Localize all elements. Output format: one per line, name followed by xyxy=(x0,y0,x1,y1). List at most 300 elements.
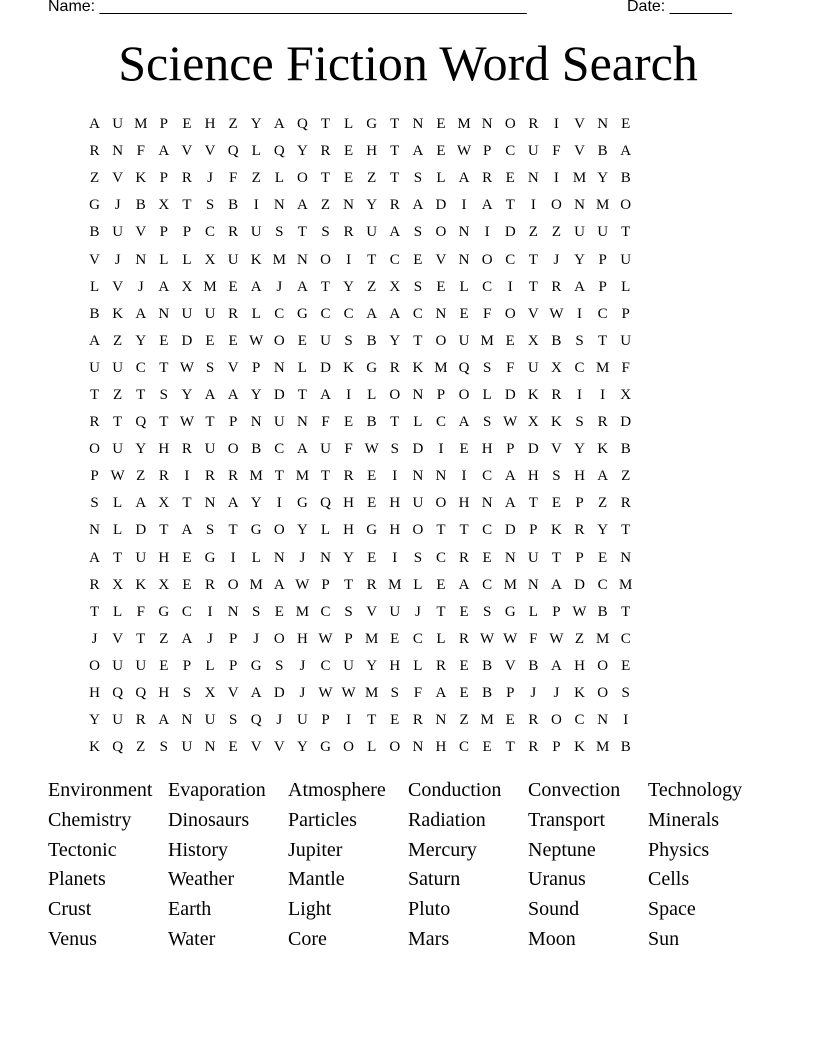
grid-row xyxy=(83,734,637,761)
grid-letter: C xyxy=(274,441,285,458)
grid-letter: S xyxy=(482,414,492,431)
grid-letter: W xyxy=(179,359,194,376)
grid-letter: Z xyxy=(113,332,123,349)
grid-letter: R xyxy=(89,576,100,593)
grid-letter: E xyxy=(205,332,215,349)
grid-letter: K xyxy=(89,739,100,756)
grid-letter: P xyxy=(159,116,168,133)
grid-letter: B xyxy=(135,197,146,214)
grid-letter: P xyxy=(506,441,515,458)
grid-letter: T xyxy=(159,414,169,431)
grid-letter: K xyxy=(135,170,147,187)
grid-letter: V xyxy=(435,251,447,268)
grid-letter: K xyxy=(135,576,147,593)
grid-letter: I xyxy=(600,386,606,403)
grid-letter: R xyxy=(389,359,400,376)
grid-letter: Y xyxy=(597,170,609,187)
grid-letter: N xyxy=(343,197,354,214)
grid-letter: S xyxy=(321,224,330,241)
grid-letter: O xyxy=(504,305,516,322)
grid-letter: R xyxy=(459,549,470,566)
grid-letter: W xyxy=(249,332,264,349)
grid-letter: H xyxy=(574,657,585,674)
grid-letter: I xyxy=(553,170,559,187)
grid-letter: D xyxy=(504,224,516,241)
grid-letter: J xyxy=(530,685,537,702)
grid-letter: O xyxy=(296,170,308,187)
grid-letter: V xyxy=(227,359,239,376)
grid-letter: D xyxy=(412,441,424,458)
grid-letter: T xyxy=(621,224,631,241)
grid-letter: Y xyxy=(366,657,378,674)
word-list-item: Planets xyxy=(48,868,106,891)
grid-letter: C xyxy=(597,576,608,593)
grid-letter: P xyxy=(552,739,561,756)
grid-letter: A xyxy=(296,278,308,295)
grid-letter: C xyxy=(574,359,585,376)
grid-letter: J xyxy=(276,712,283,729)
grid-letter: O xyxy=(343,739,354,756)
grid-letter: O xyxy=(389,386,401,403)
grid-letter: M xyxy=(434,359,448,376)
grid-letter: M xyxy=(295,468,310,485)
grid-letter: Z xyxy=(228,116,238,133)
grid-letter: I xyxy=(461,197,467,214)
grid-letter: B xyxy=(366,414,377,431)
grid-letter: N xyxy=(620,549,632,566)
grid-letter: Z xyxy=(159,630,169,647)
grid-letter: U xyxy=(574,224,585,241)
grid-letter: Y xyxy=(250,386,262,403)
grid-letter: Z xyxy=(551,224,561,241)
word-list-item: Weather xyxy=(168,868,235,891)
grid-letter: Z xyxy=(598,495,608,512)
grid-letter: G xyxy=(296,305,308,322)
grid-letter: C xyxy=(412,305,423,322)
grid-letter: M xyxy=(595,739,610,756)
grid-letter: A xyxy=(458,414,470,431)
grid-letter: R xyxy=(528,739,539,756)
grid-letter: U xyxy=(527,359,539,376)
grid-letter: G xyxy=(366,116,378,133)
grid-letter: X xyxy=(158,576,170,593)
word-list-item: Light xyxy=(288,898,332,921)
grid-letter: E xyxy=(459,441,469,458)
grid-letter: A xyxy=(435,685,447,702)
grid-letter: I xyxy=(461,468,467,485)
grid-letter: P xyxy=(344,630,353,647)
grid-letter: R xyxy=(389,197,400,214)
word-list-item: Conduction xyxy=(408,779,502,801)
grid-letter: F xyxy=(482,305,492,322)
grid-letter: J xyxy=(299,549,306,566)
grid-letter: D xyxy=(574,576,585,593)
grid-letter: H xyxy=(527,468,539,485)
grid-letter: I xyxy=(577,386,583,403)
grid-letter: T xyxy=(367,712,377,729)
grid-letter: O xyxy=(389,739,401,756)
grid-letter: N xyxy=(481,495,493,512)
grid-letter: W xyxy=(295,576,310,593)
grid-letter: X xyxy=(527,332,539,349)
grid-letter: V xyxy=(273,739,285,756)
grid-letter: O xyxy=(597,657,609,674)
grid-letter: V xyxy=(527,305,539,322)
grid-letter: F xyxy=(344,441,353,458)
grid-letter: T xyxy=(297,224,307,241)
grid-letter: M xyxy=(249,468,263,485)
grid-letter: Z xyxy=(574,630,585,647)
grid-letter: R xyxy=(228,224,239,241)
grid-letter: N xyxy=(412,739,424,756)
grid-letter: B xyxy=(620,739,631,756)
grid-letter: D xyxy=(620,414,632,431)
grid-letter: R xyxy=(620,495,631,512)
grid-letter: N xyxy=(250,414,262,431)
grid-letter: J xyxy=(299,685,306,702)
grid-letter: R xyxy=(205,576,216,593)
grid-letter: E xyxy=(274,603,284,620)
grid-letter: L xyxy=(205,657,215,674)
grid-letter: U xyxy=(181,305,193,322)
grid-letter: W xyxy=(318,630,333,647)
grid-row xyxy=(83,409,637,436)
grid-letter: H xyxy=(158,441,170,458)
grid-letter: T xyxy=(320,278,331,295)
grid-letter: Y xyxy=(250,495,262,512)
grid-letter: T xyxy=(390,143,400,160)
grid-letter: V xyxy=(227,685,239,702)
grid-letter: Q xyxy=(273,143,285,160)
grid-letter: V xyxy=(204,143,216,160)
grid-letter: U xyxy=(620,332,632,349)
word-list-item: Physics xyxy=(648,838,710,861)
grid-letter: O xyxy=(504,116,516,133)
grid-row xyxy=(83,490,637,517)
grid-letter: S xyxy=(552,468,561,485)
grid-letter: C xyxy=(597,305,608,322)
grid-letter: A xyxy=(158,143,170,160)
grid-letter: V xyxy=(89,251,100,268)
grid-letter: K xyxy=(112,305,124,322)
grid-letter: U xyxy=(320,441,331,458)
grid-letter: R xyxy=(89,143,100,160)
word-list-item: Moon xyxy=(528,927,576,950)
grid-letter: P xyxy=(321,576,330,593)
grid-letter: M xyxy=(480,712,494,729)
grid-letter: F xyxy=(621,359,630,376)
grid-letter: O xyxy=(435,495,447,512)
grid-letter: D xyxy=(135,522,147,539)
grid-letter: B xyxy=(597,603,608,620)
grid-letter: V xyxy=(504,657,516,674)
grid-letter: C xyxy=(459,739,470,756)
grid-letter: V xyxy=(135,224,147,241)
grid-letter: E xyxy=(228,278,238,295)
grid-letter: U xyxy=(320,332,331,349)
grid-letter: M xyxy=(249,576,263,593)
grid-letter: C xyxy=(320,305,331,322)
grid-letter: C xyxy=(482,468,493,485)
grid-letter: Q xyxy=(458,359,470,376)
grid-letter: P xyxy=(436,386,446,403)
grid-letter: Q xyxy=(250,712,262,729)
grid-letter: N xyxy=(527,576,539,593)
grid-letter: R xyxy=(528,712,539,729)
grid-letter: U xyxy=(204,712,216,729)
grid-letter: Q xyxy=(112,685,124,702)
grid-letter: S xyxy=(275,224,284,241)
grid-letter: Y xyxy=(250,116,262,133)
grid-letter: B xyxy=(366,332,377,349)
grid-letter: A xyxy=(89,332,100,349)
grid-row xyxy=(83,545,637,572)
grid-letter: Z xyxy=(113,386,123,403)
grid-row xyxy=(83,192,637,219)
grid-letter: W xyxy=(318,685,333,702)
grid-letter: M xyxy=(457,116,471,133)
grid-letter: R xyxy=(158,468,169,485)
grid-letter: V xyxy=(551,441,562,458)
grid-letter: N xyxy=(435,305,447,322)
grid-letter: C xyxy=(181,603,192,620)
grid-letter: A xyxy=(227,495,239,512)
grid-letter: M xyxy=(295,603,310,620)
grid-letter: U xyxy=(597,224,609,241)
grid-letter: R xyxy=(597,414,608,431)
word-list-item: Saturn xyxy=(408,868,461,891)
grid-letter: T xyxy=(621,522,631,539)
grid-letter: E xyxy=(182,549,192,566)
grid-letter: P xyxy=(598,251,607,268)
word-list xyxy=(48,779,768,958)
grid-letter: C xyxy=(320,603,331,620)
grid-letter: N xyxy=(435,468,447,485)
grid-letter: T xyxy=(159,359,169,376)
grid-letter: K xyxy=(527,386,539,403)
grid-letter: A xyxy=(273,576,285,593)
grid-letter: O xyxy=(89,657,100,674)
grid-letter: Z xyxy=(251,170,261,187)
grid-letter: S xyxy=(228,712,238,729)
grid-letter: N xyxy=(181,712,193,729)
grid-letter: C xyxy=(574,712,585,729)
grid-letter: T xyxy=(528,495,538,512)
grid-letter: I xyxy=(253,197,259,214)
word-list-item: Technology xyxy=(648,779,743,801)
grid-letter: F xyxy=(136,143,145,160)
grid-letter: G xyxy=(250,657,262,674)
grid-letter: S xyxy=(482,603,492,620)
word-list-item: Sound xyxy=(528,898,580,921)
grid-letter: E xyxy=(390,630,400,647)
grid-letter: M xyxy=(134,116,148,133)
grid-letter: N xyxy=(458,251,470,268)
grid-letter: B xyxy=(620,170,631,187)
grid-letter: P xyxy=(159,170,168,187)
grid-letter: R xyxy=(228,468,239,485)
grid-letter: P xyxy=(621,305,630,322)
grid-letter: N xyxy=(204,495,216,512)
grid-letter: S xyxy=(205,522,215,539)
grid-letter: K xyxy=(574,739,585,756)
grid-letter: U xyxy=(181,739,193,756)
grid-letter: N xyxy=(435,712,447,729)
grid-letter: A xyxy=(250,278,262,295)
grid-letter: A xyxy=(227,386,239,403)
grid-letter: H xyxy=(574,468,585,485)
grid-row xyxy=(83,355,637,382)
grid-letter: I xyxy=(392,468,398,485)
grid-letter: A xyxy=(504,495,516,512)
grid-letter: A xyxy=(412,143,424,160)
grid-letter: A xyxy=(158,712,170,729)
grid-letter: Z xyxy=(621,468,631,485)
grid-letter: A xyxy=(250,685,262,702)
grid-letter: L xyxy=(297,359,307,376)
grid-letter: E xyxy=(482,549,492,566)
grid-letter: B xyxy=(620,441,631,458)
grid-letter: C xyxy=(320,657,331,674)
grid-letter: E xyxy=(598,549,608,566)
grid-letter: X xyxy=(527,414,539,431)
grid-letter: Y xyxy=(135,441,147,458)
grid-letter: T xyxy=(113,549,123,566)
grid-letter: Y xyxy=(574,251,585,268)
grid-letter: H xyxy=(296,630,308,647)
grid-letter: K xyxy=(250,251,262,268)
name-field-label: Name: ________________________________________________ xyxy=(48,0,527,15)
grid-letter: J xyxy=(114,197,121,214)
grid-letter: N xyxy=(112,143,124,160)
grid-letter: W xyxy=(503,414,518,431)
grid-letter: M xyxy=(480,332,494,349)
grid-letter: S xyxy=(252,603,261,620)
word-list-item: Environment xyxy=(48,779,153,801)
grid-letter: W xyxy=(480,630,495,647)
grid-letter: U xyxy=(204,305,216,322)
grid-letter: I xyxy=(346,712,352,729)
grid-letter: O xyxy=(273,630,285,647)
grid-letter: B xyxy=(482,657,493,674)
grid-letter: R xyxy=(551,278,562,295)
grid-letter: Z xyxy=(320,197,331,214)
grid-letter: O xyxy=(551,712,562,729)
grid-row xyxy=(83,111,637,138)
grid-letter: B xyxy=(251,441,262,458)
grid-letter: E xyxy=(436,116,446,133)
grid-letter: Y xyxy=(343,278,354,295)
grid-letter: H xyxy=(343,495,354,512)
grid-letter: L xyxy=(89,278,100,295)
grid-letter: A xyxy=(89,116,100,133)
grid-letter: F xyxy=(529,630,538,647)
grid-letter: U xyxy=(112,441,124,458)
grid-letter: Q xyxy=(112,739,124,756)
grid-letter: E xyxy=(413,251,423,268)
grid-letter: T xyxy=(182,197,192,214)
grid-letter: A xyxy=(366,305,378,322)
grid-letter: V xyxy=(574,116,585,133)
grid-letter: T xyxy=(320,116,331,133)
grid-letter: D xyxy=(504,386,516,403)
grid-letter: J xyxy=(137,278,144,295)
grid-letter: Y xyxy=(574,441,585,458)
grid-letter: P xyxy=(228,414,238,431)
grid-letter: E xyxy=(436,576,446,593)
grid-letter: A xyxy=(458,170,470,187)
grid-letter: A xyxy=(574,278,585,295)
grid-letter: W xyxy=(341,685,356,702)
grid-letter: V xyxy=(250,739,262,756)
grid-letter: R xyxy=(528,116,539,133)
grid-row xyxy=(83,680,637,707)
grid-row xyxy=(83,707,637,734)
grid-letter: A xyxy=(458,576,470,593)
grid-letter: Y xyxy=(89,712,100,729)
grid-letter: D xyxy=(527,441,539,458)
grid-letter: C xyxy=(205,224,216,241)
grid-letter: F xyxy=(552,143,561,160)
grid-letter: H xyxy=(343,522,354,539)
grid-letter: A xyxy=(296,441,308,458)
grid-letter: Q xyxy=(296,116,308,133)
grid-letter: T xyxy=(320,468,331,485)
grid-letter: U xyxy=(458,332,470,349)
grid-letter: A xyxy=(504,468,516,485)
grid-letter: J xyxy=(114,251,121,268)
grid-letter: Z xyxy=(528,224,538,241)
grid-letter: Z xyxy=(136,468,146,485)
grid-letter: O xyxy=(227,576,239,593)
grid-letter: M xyxy=(595,359,610,376)
grid-letter: E xyxy=(343,414,354,431)
grid-letter: E xyxy=(459,603,469,620)
grid-letter: U xyxy=(112,359,124,376)
grid-letter: T xyxy=(505,739,515,756)
grid-letter: W xyxy=(503,630,518,647)
grid-letter: O xyxy=(435,332,447,349)
grid-letter: J xyxy=(553,685,560,702)
grid-letter: Y xyxy=(296,522,308,539)
grid-letter: N xyxy=(273,197,285,214)
grid-letter: V xyxy=(112,170,124,187)
grid-row xyxy=(83,165,637,192)
word-list-item: Tectonic xyxy=(48,838,117,861)
grid-letter: I xyxy=(346,386,352,403)
grid-letter: L xyxy=(343,116,354,133)
word-list-item: Venus xyxy=(48,927,97,950)
grid-letter: C xyxy=(505,251,516,268)
grid-letter: P xyxy=(228,657,238,674)
word-list-item: Mercury xyxy=(408,838,477,861)
word-list-item: Pluto xyxy=(408,898,451,921)
grid-letter: A xyxy=(89,549,100,566)
grid-letter: G xyxy=(320,739,331,756)
grid-letter: P xyxy=(529,522,538,539)
grid-letter: E xyxy=(228,332,238,349)
grid-letter: P xyxy=(506,685,515,702)
word-list-item: Chemistry xyxy=(48,808,132,831)
grid-letter: S xyxy=(413,224,423,241)
word-list-item: Core xyxy=(288,927,327,950)
grid-letter: B xyxy=(89,224,100,241)
grid-letter: H xyxy=(366,143,378,160)
grid-letter: J xyxy=(276,278,283,295)
grid-letter: L xyxy=(621,278,631,295)
grid-letter: I xyxy=(207,603,213,620)
grid-letter: S xyxy=(413,278,423,295)
